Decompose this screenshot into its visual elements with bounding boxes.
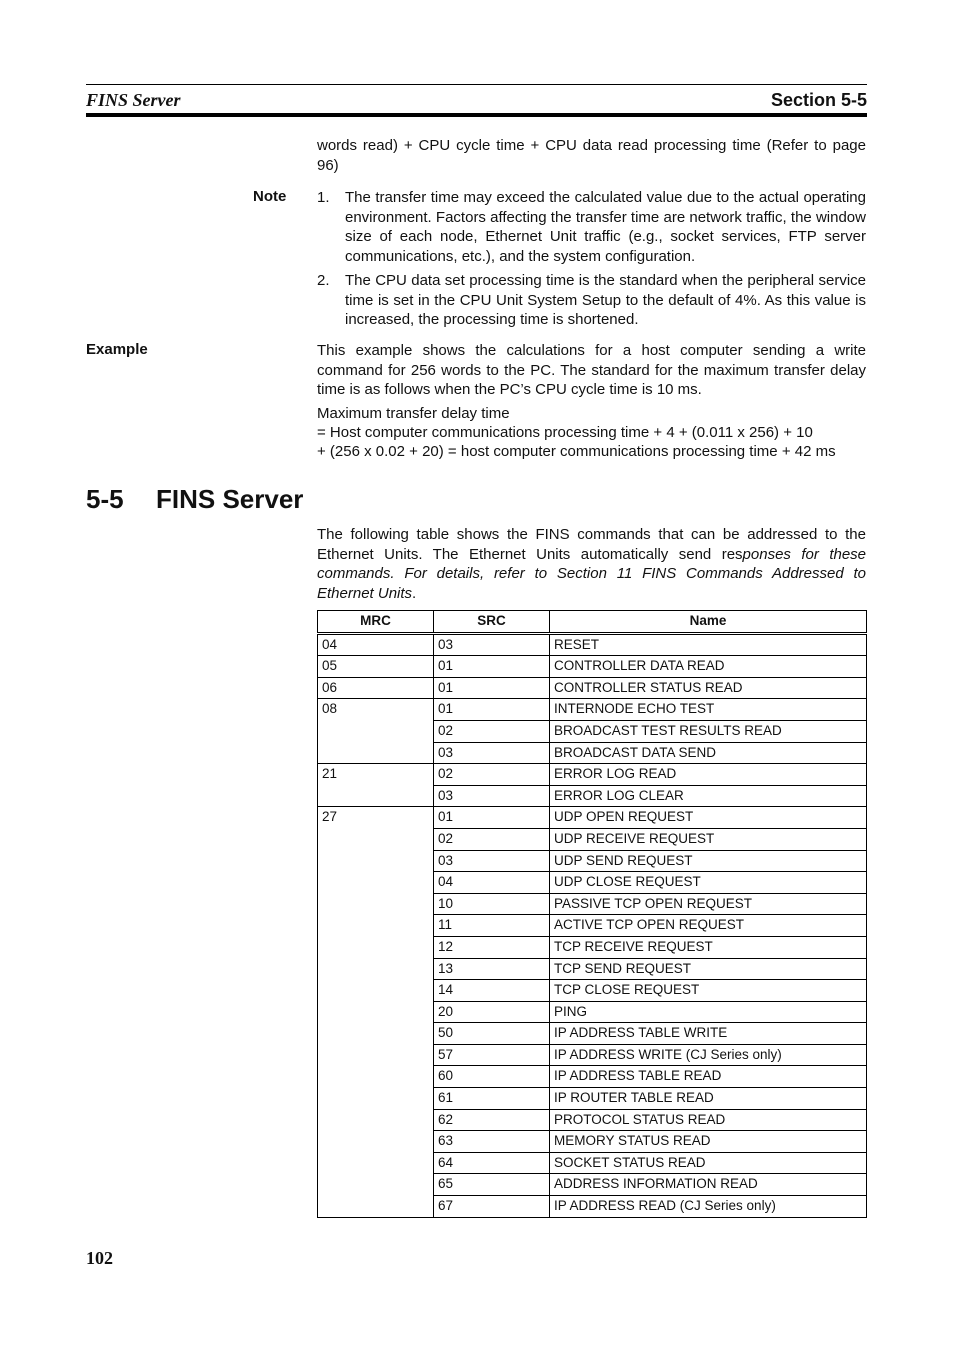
table-row bbox=[318, 677, 867, 699]
note-number: 1. bbox=[317, 189, 330, 206]
src-cell: 50 bbox=[434, 1023, 550, 1045]
intro-paragraph bbox=[317, 525, 866, 603]
note-number: 2. bbox=[317, 272, 330, 289]
command-name-cell: IP ADDRESS READ (CJ Series only) bbox=[550, 1196, 867, 1218]
command-name-cell: TCP CLOSE REQUEST bbox=[550, 980, 867, 1002]
column-header-src: SRC bbox=[434, 611, 550, 634]
src-cell: 10 bbox=[434, 893, 550, 915]
src-cell: 13 bbox=[434, 958, 550, 980]
command-name-cell: BROADCAST TEST RESULTS READ bbox=[550, 720, 867, 742]
command-name-cell: PASSIVE TCP OPEN REQUEST bbox=[550, 893, 867, 915]
section-title: FINS Server bbox=[156, 484, 304, 514]
command-name-cell: ADDRESS INFORMATION READ bbox=[550, 1174, 867, 1196]
column-header-name: Name bbox=[550, 611, 867, 634]
src-cell: 03 bbox=[434, 850, 550, 872]
running-header-section: Section 5-5 bbox=[770, 90, 867, 110]
mrc-cell: 08 bbox=[318, 699, 434, 764]
formula-line: Maximum transfer delay time bbox=[317, 405, 510, 422]
table-row bbox=[318, 807, 867, 829]
table-row bbox=[318, 633, 867, 656]
command-name-cell: UDP OPEN REQUEST bbox=[550, 807, 867, 829]
command-name-cell: PING bbox=[550, 1001, 867, 1023]
src-cell: 02 bbox=[434, 764, 550, 786]
page-number: 102 bbox=[86, 1248, 113, 1268]
note-item bbox=[317, 188, 866, 266]
table-row bbox=[318, 656, 867, 678]
command-name-cell: UDP CLOSE REQUEST bbox=[550, 872, 867, 894]
command-name-cell: RESET bbox=[550, 633, 867, 656]
command-name-cell: MEMORY STATUS READ bbox=[550, 1131, 867, 1153]
src-cell: 01 bbox=[434, 807, 550, 829]
command-name-cell: CONTROLLER DATA READ bbox=[550, 656, 867, 678]
command-name-cell: TCP RECEIVE REQUEST bbox=[550, 936, 867, 958]
table-body bbox=[318, 633, 867, 1217]
note-label: Note bbox=[253, 188, 287, 205]
command-name-cell: CONTROLLER STATUS READ bbox=[550, 677, 867, 699]
intro-plain: The following table shows the FINS commands that can be addressed to the Ethernet Units. The Ethernet Units automatically send res bbox=[317, 526, 866, 563]
note-text: The CPU data set processing time is the standard when the peripheral service time is set in the CPU Unit System Setup to the default of 4%. As this value is increased, the processing time is shortened. bbox=[345, 272, 866, 328]
src-cell: 64 bbox=[434, 1152, 550, 1174]
command-name-cell: ERROR LOG CLEAR bbox=[550, 785, 867, 807]
command-name-cell: IP ADDRESS WRITE (CJ Series only) bbox=[550, 1044, 867, 1066]
header-bottom-rule bbox=[86, 113, 867, 117]
command-name-cell: IP ROUTER TABLE READ bbox=[550, 1088, 867, 1110]
src-cell: 62 bbox=[434, 1109, 550, 1131]
formula-line: = Host computer communications processing time + 4 + (0.011 x 256) + 10 bbox=[317, 424, 813, 441]
mrc-cell: 21 bbox=[318, 764, 434, 807]
src-cell: 04 bbox=[434, 872, 550, 894]
table-row bbox=[318, 699, 867, 721]
command-name-cell: IP ADDRESS TABLE READ bbox=[550, 1066, 867, 1088]
command-name-cell: ERROR LOG READ bbox=[550, 764, 867, 786]
src-cell: 03 bbox=[434, 785, 550, 807]
example-label: Example bbox=[86, 341, 148, 358]
note-list bbox=[317, 188, 866, 335]
src-cell: 63 bbox=[434, 1131, 550, 1153]
command-name-cell: UDP RECEIVE REQUEST bbox=[550, 828, 867, 850]
src-cell: 01 bbox=[434, 677, 550, 699]
column-header-mrc: MRC bbox=[318, 611, 434, 634]
mrc-cell: 04 bbox=[318, 633, 434, 656]
table-header-row bbox=[318, 611, 867, 634]
example-paragraph: This example shows the calculations for a host computer sending a write command for 256 words to the PC. The standard for the maximum transfer delay time is as follows when the PC’s CPU cycle time is 10 ms. bbox=[317, 342, 866, 398]
continuation-paragraph: words read) + CPU cycle time + CPU data read processing time (Refer to page 96) bbox=[317, 137, 866, 174]
src-cell: 01 bbox=[434, 656, 550, 678]
section-heading bbox=[86, 484, 303, 515]
header-top-rule bbox=[86, 84, 867, 85]
src-cell: 57 bbox=[434, 1044, 550, 1066]
src-cell: 03 bbox=[434, 633, 550, 656]
fins-command-table bbox=[317, 610, 867, 1218]
command-name-cell: BROADCAST DATA SEND bbox=[550, 742, 867, 764]
command-name-cell: ACTIVE TCP OPEN REQUEST bbox=[550, 915, 867, 937]
intro-end: . bbox=[412, 584, 417, 602]
src-cell: 65 bbox=[434, 1174, 550, 1196]
src-cell: 12 bbox=[434, 936, 550, 958]
formula-line: + (256 x 0.02 + 20) = host computer communications processing time + 42 ms bbox=[317, 443, 836, 460]
note-item bbox=[317, 271, 866, 330]
src-cell: 02 bbox=[434, 828, 550, 850]
command-name-cell: PROTOCOL STATUS READ bbox=[550, 1109, 867, 1131]
table-row bbox=[318, 764, 867, 786]
src-cell: 67 bbox=[434, 1196, 550, 1218]
command-name-cell: UDP SEND REQUEST bbox=[550, 850, 867, 872]
mrc-cell: 05 bbox=[318, 656, 434, 678]
src-cell: 02 bbox=[434, 720, 550, 742]
note-text: The transfer time may exceed the calculated value due to the actual operating environment. Factors affecting the transfer time are network traffic, the window size of each node, Ethernet Unit traffic (e.g., socket services, FTP server communications, etc.), and the system configuration. bbox=[345, 189, 866, 265]
src-cell: 14 bbox=[434, 980, 550, 1002]
src-cell: 03 bbox=[434, 742, 550, 764]
command-name-cell: INTERNODE ECHO TEST bbox=[550, 699, 867, 721]
mrc-cell: 06 bbox=[318, 677, 434, 699]
running-header-title: FINS Server bbox=[86, 90, 181, 110]
src-cell: 11 bbox=[434, 915, 550, 937]
src-cell: 61 bbox=[434, 1088, 550, 1110]
command-name-cell: IP ADDRESS TABLE WRITE bbox=[550, 1023, 867, 1045]
mrc-cell: 27 bbox=[318, 807, 434, 1217]
src-cell: 01 bbox=[434, 699, 550, 721]
section-number: 5-5 bbox=[86, 484, 124, 514]
src-cell: 20 bbox=[434, 1001, 550, 1023]
src-cell: 60 bbox=[434, 1066, 550, 1088]
command-name-cell: SOCKET STATUS READ bbox=[550, 1152, 867, 1174]
command-name-cell: TCP SEND REQUEST bbox=[550, 958, 867, 980]
intro-italic: ponses for these commands. For details, refer to Section 11 FINS Commands Addressed to Ethernet Units bbox=[317, 545, 867, 602]
